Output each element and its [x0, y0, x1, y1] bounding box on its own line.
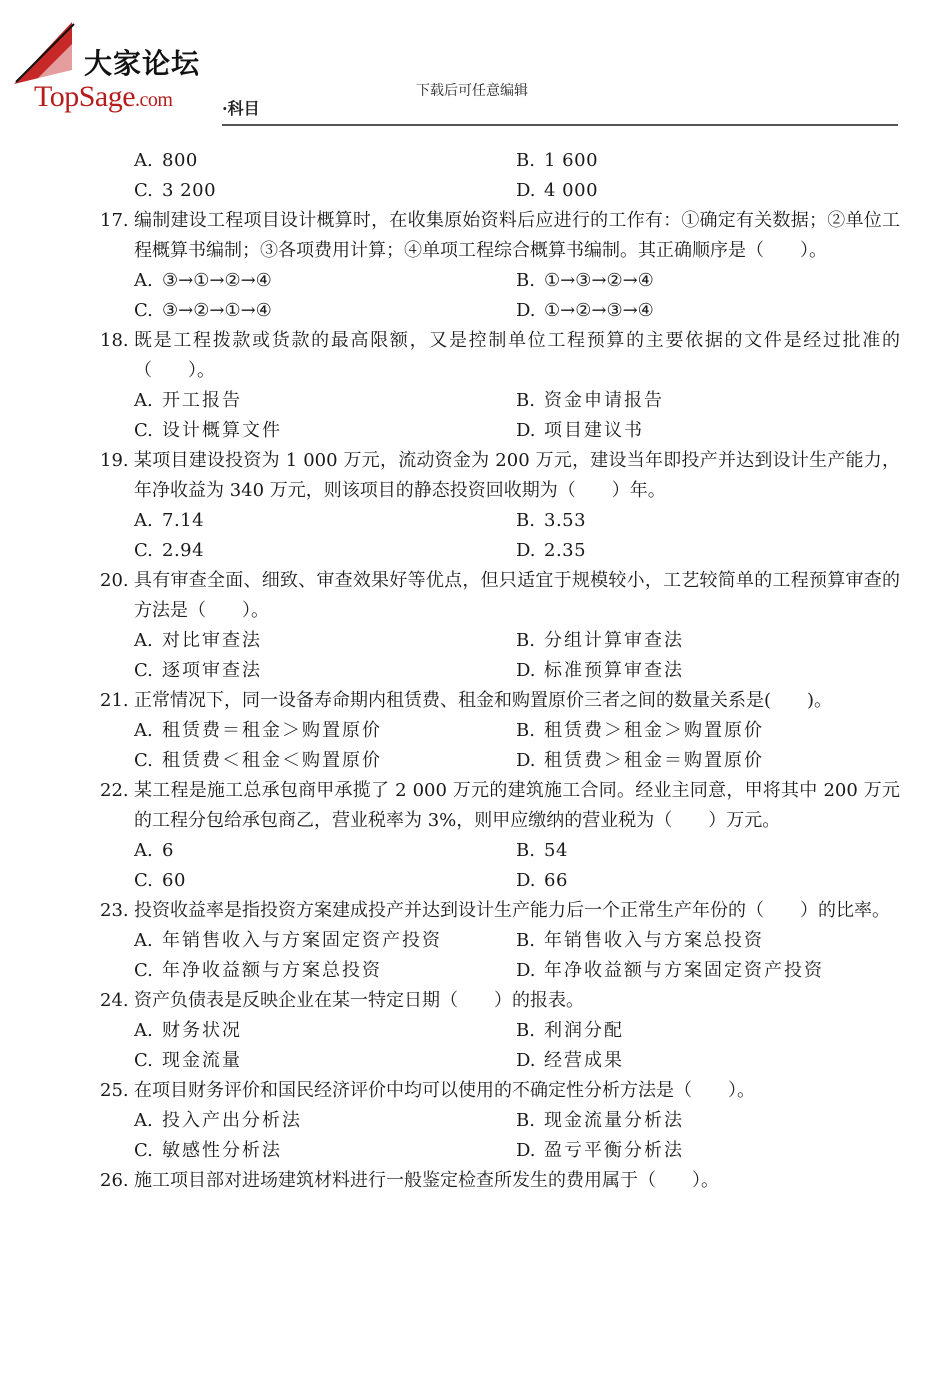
previous-question-options	[100, 146, 900, 206]
question-26	[100, 1166, 900, 1196]
question-18	[100, 326, 900, 446]
question-text: 某项目建设投资为 1 000 万元，流动资金为 200 万元，建设当年即投产并达到设计生产能力，年净收益为 340 万元，则该项目的静态投资回收期为（ ）年。	[134, 450, 900, 501]
question-number: 18.	[100, 330, 129, 351]
option-b: B. 分组计算审查法	[516, 630, 684, 651]
option-a: A. 7.14	[134, 510, 205, 531]
option-d: D. 标准预算审查法	[516, 660, 684, 681]
option-b: B. 年销售收入与方案总投资	[516, 930, 764, 951]
header-divider	[222, 124, 898, 126]
option-c: C. ③→②→①→④	[134, 300, 272, 321]
question-number: 21.	[100, 690, 129, 711]
option-a: A. 租赁费＝租金＞购置原价	[134, 720, 382, 741]
option-d: D. 经营成果	[516, 1050, 624, 1071]
option-d: D. 66	[516, 870, 568, 891]
option-a: A. 投入产出分析法	[134, 1110, 302, 1131]
page-header	[0, 0, 950, 140]
option-c: C. 设计概算文件	[134, 420, 282, 441]
option-a: A. 6	[134, 840, 174, 861]
question-text: 投资收益率是指投资方案建成投产并达到设计生产能力后一个正常生产年份的（ ）的比率。	[134, 900, 890, 921]
option-c: C. 60	[134, 870, 186, 891]
question-number: 26.	[100, 1170, 129, 1191]
option-d: D. ①→②→③→④	[516, 300, 654, 321]
question-number: 17.	[100, 210, 129, 231]
logo-chinese-text: 大家论坛	[84, 47, 201, 80]
logo-english-text: TopSage.com	[34, 80, 173, 113]
option-c: C. 逐项审查法	[134, 660, 262, 681]
question-24	[100, 986, 900, 1076]
option-d: D. 项目建议书	[516, 420, 644, 441]
edit-note: 下载后可任意编辑	[416, 83, 528, 99]
question-text: 具有审查全面、细致、审查效果好等优点，但只适宜于规模较小，工艺较简单的工程预算审查的方法是（ ）。	[134, 570, 900, 621]
question-list	[100, 146, 900, 1196]
question-text: 某工程是施工总承包商甲承揽了 2 000 万元的建筑施工合同。经业主同意，甲将其中 200 万元的工程分包给承包商乙，营业税率为 3%，则甲应缴纳的营业税为（ ）万元。	[134, 780, 900, 831]
option-a: A. 800	[134, 150, 198, 171]
logo-triangle-icon	[12, 18, 92, 88]
question-number: 22.	[100, 780, 129, 801]
question-text: 资产负债表是反映企业在某一特定日期（ ）的报表。	[134, 990, 584, 1011]
question-25	[100, 1076, 900, 1166]
question-text: 正常情况下，同一设备寿命期内租赁费、租金和购置原价三者之间的数量关系是( )。	[134, 690, 833, 711]
option-c: C. 现金流量	[134, 1050, 242, 1071]
option-c: C. 3 200	[134, 180, 217, 201]
option-a: A. 财务状况	[134, 1020, 242, 1041]
option-b: B. 租赁费＞租金＞购置原价	[516, 720, 764, 741]
question-21	[100, 686, 900, 776]
option-d: D. 4 000	[516, 180, 599, 201]
option-d: D. 租赁费＞租金＝购置原价	[516, 750, 764, 771]
option-d: D. 年净收益额与方案固定资产投资	[516, 960, 824, 981]
question-text: 施工项目部对进场建筑材料进行一般鉴定检查所发生的费用属于（ ）。	[134, 1170, 719, 1191]
option-c: C. 敏感性分析法	[134, 1140, 282, 1161]
question-number: 19.	[100, 450, 129, 471]
option-a: A. 开工报告	[134, 390, 242, 411]
question-22	[100, 776, 900, 896]
option-d: D. 盈亏平衡分析法	[516, 1140, 684, 1161]
option-c: C. 年净收益额与方案总投资	[134, 960, 382, 981]
option-b: B. 现金流量分析法	[516, 1110, 684, 1131]
option-b: B. ①→③→②→④	[516, 270, 654, 291]
question-number: 20.	[100, 570, 129, 591]
question-19	[100, 446, 900, 566]
question-text: 在项目财务评价和国民经济评价中均可以使用的不确定性分析方法是（ ）。	[134, 1080, 755, 1101]
question-23	[100, 896, 900, 986]
question-17	[100, 206, 900, 326]
question-20	[100, 566, 900, 686]
subject-label: ·科目	[222, 99, 260, 118]
option-b: B. 54	[516, 840, 568, 861]
question-text: 既是工程拨款或货款的最高限额，又是控制单位工程预算的主要依据的文件是经过批准的（ ）。	[134, 330, 900, 381]
option-c: C. 租赁费＜租金＜购置原价	[134, 750, 382, 771]
question-text: 编制建设工程项目设计概算时，在收集原始资料后应进行的工作有：①确定有关数据；②单位工程概算书编制；③各项费用计算；④单项工程综合概算书编制。其正确顺序是（ ）。	[134, 210, 900, 261]
option-b: B. 3.53	[516, 510, 587, 531]
option-b: B. 资金申请报告	[516, 390, 664, 411]
option-d: D. 2.35	[516, 540, 587, 561]
option-a: A. ③→①→②→④	[134, 270, 272, 291]
option-c: C. 2.94	[134, 540, 205, 561]
question-number: 24.	[100, 990, 129, 1011]
option-a: A. 对比审查法	[134, 630, 262, 651]
option-b: B. 1 600	[516, 150, 599, 171]
option-b: B. 利润分配	[516, 1020, 624, 1041]
option-a: A. 年销售收入与方案固定资产投资	[134, 930, 442, 951]
topsage-logo	[12, 18, 212, 118]
question-number: 23.	[100, 900, 129, 921]
question-number: 25.	[100, 1080, 129, 1101]
